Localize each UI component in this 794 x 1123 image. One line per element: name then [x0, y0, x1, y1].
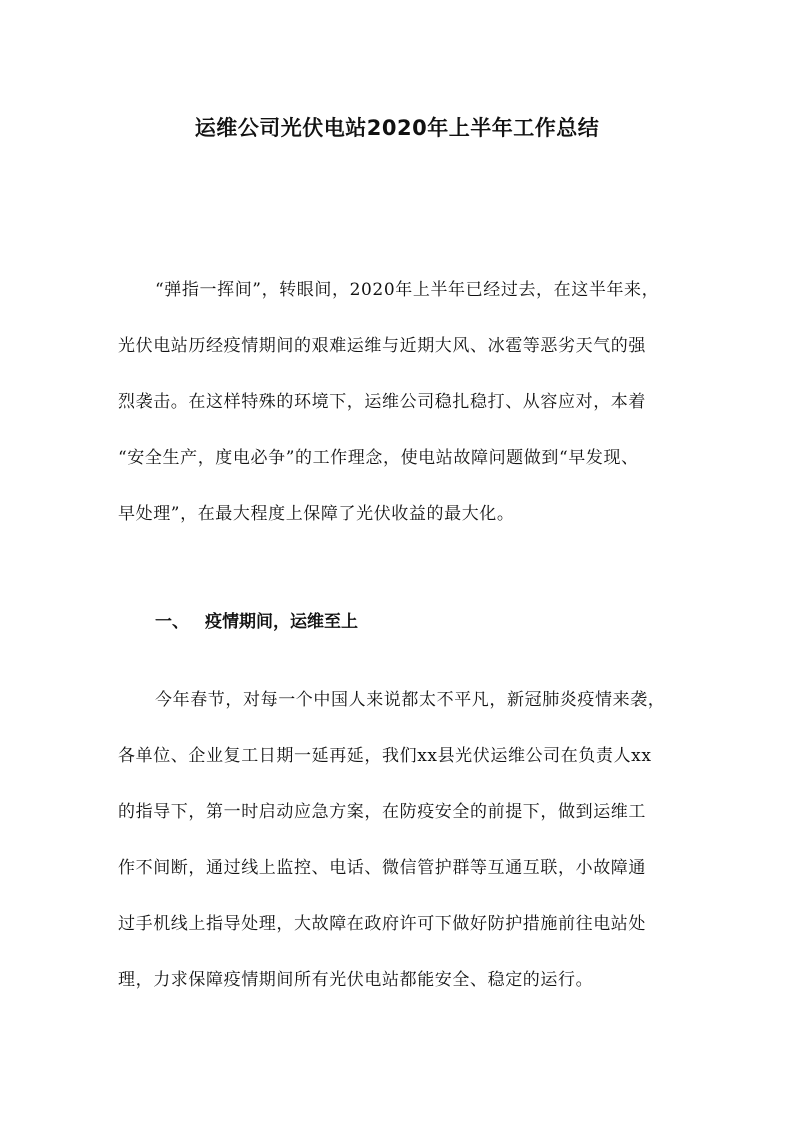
paragraph-line: “安全生产，度电必争”的工作理念，使电站故障问题做到“早发现、 [118, 448, 639, 468]
section-number: 一、 [155, 612, 189, 632]
paragraph-line: 各单位、企业复工日期一延再延，我们xx县光伏运维公司在负责人xx [118, 746, 652, 766]
section-heading-text: 疫情期间，运维至上 [205, 612, 358, 632]
paragraph-line: 早处理”，在最大程度上保障了光伏收益的最大化。 [118, 504, 515, 524]
paragraph-line: 光伏电站历经疫情期间的艰难运维与近期大风、冰雹等恶劣天气的强 [118, 336, 646, 356]
paragraph-epidemic [118, 672, 678, 1008]
paragraph-line: “弹指一挥间”，转眼间，2020年上半年已经过去，在这半年来， [155, 280, 660, 300]
paragraph-line: 烈袭击。在这样特殊的环境下，运维公司稳扎稳打、从容应对，本着 [118, 392, 646, 412]
section-heading [155, 602, 358, 642]
paragraph-line: 今年春节，对每一个中国人来说都太不平凡，新冠肺炎疫情来袭， [155, 690, 666, 710]
paragraph-line: 的指导下，第一时启动应急方案，在防疫安全的前提下，做到运维工 [118, 802, 646, 822]
paragraph-line: 理，力求保障疫情期间所有光伏电站都能安全、稳定的运行。 [118, 970, 594, 990]
paragraph-line: 作不间断，通过线上监控、电话、微信管护群等互通互联，小故障通 [118, 858, 646, 878]
paragraph-line: 过手机线上指导处理，大故障在政府许可下做好防护措施前往电站处 [118, 914, 646, 934]
document-title: 运维公司光伏电站2020年上半年工作总结 [194, 116, 600, 140]
paragraph-intro [118, 262, 678, 542]
